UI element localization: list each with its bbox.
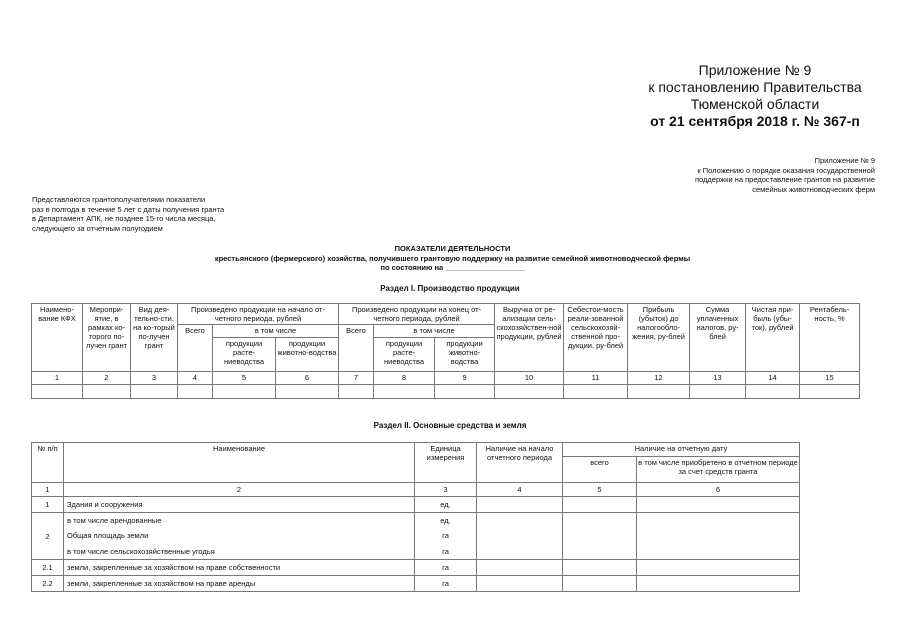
sub-line3: поддержки на предоставление грантов на развитие xyxy=(694,175,875,184)
row-name: Общая площадь земли xyxy=(64,528,415,544)
data-cell[interactable] xyxy=(563,513,637,560)
colnum: 7 xyxy=(339,372,374,385)
col-cost: Себестои-мость реали-зованной сельскохозяй-ственной про-дукции, ру-блей xyxy=(564,304,628,372)
sub-line1: Приложение № 9 xyxy=(814,156,875,165)
col-measure: Меропри-ятие, в рамках ко-торого по-лучен грант xyxy=(83,304,131,372)
col-profit-before-tax: Прибыль (убыток) до налогообло-жения, ру-блей xyxy=(628,304,690,372)
colnum: 6 xyxy=(637,483,800,497)
colnum: 11 xyxy=(564,372,628,385)
table-row xyxy=(32,497,800,513)
row-name: в том числе сельскохозяйственные угодья xyxy=(64,544,415,560)
appendix-ref: к постановлению Правительства xyxy=(648,79,862,95)
data-cell[interactable] xyxy=(637,576,800,592)
data-cell[interactable] xyxy=(690,385,746,399)
data-row xyxy=(32,385,860,399)
colnum: 6 xyxy=(276,372,339,385)
section2-title: Раздел II. Основные средства и земля xyxy=(373,421,527,430)
row-unit: га xyxy=(415,576,477,592)
colnum: 12 xyxy=(628,372,690,385)
row-num: 1 xyxy=(32,497,64,513)
table-row xyxy=(32,560,800,576)
assets-table xyxy=(31,442,800,592)
col-total: всего xyxy=(563,457,637,483)
data-cell[interactable] xyxy=(637,513,800,560)
table-row xyxy=(32,513,800,528)
title-line2: крестьянского (фермерского) хозяйства, получившего грантовую поддержку на развитие семейной животноводческой фермы xyxy=(214,253,691,263)
colnum: 1 xyxy=(32,372,83,385)
col-net-profit: Чистая при-быль (убы-ток), рублей xyxy=(746,304,800,372)
col-start-animal: продукции животно-водства xyxy=(276,338,339,372)
col-produced-start: Произведено продукции на начало от-четного периода, рублей xyxy=(178,304,339,325)
data-cell[interactable] xyxy=(178,385,213,399)
row-unit: га xyxy=(415,544,477,560)
data-cell[interactable] xyxy=(637,497,800,513)
data-cell[interactable] xyxy=(477,513,563,560)
col-start-total: Всего xyxy=(178,325,213,372)
colnum: 3 xyxy=(131,372,178,385)
colnum: 4 xyxy=(178,372,213,385)
data-cell[interactable] xyxy=(83,385,131,399)
col-start-plant: продукции расте-ниеводства xyxy=(213,338,276,372)
sub-line4: семейных животноводческих ферм xyxy=(752,184,875,194)
appendix-number: Приложение № 9 xyxy=(698,62,812,78)
data-cell[interactable] xyxy=(374,385,435,399)
row-name: Здания и сооружения xyxy=(64,497,415,513)
sub-line2: к Положению о порядке оказания государственной xyxy=(697,165,875,175)
colnum: 15 xyxy=(800,372,860,385)
col-end-group: Наличие на отчетную дату xyxy=(563,443,800,457)
data-cell[interactable] xyxy=(32,385,83,399)
data-cell[interactable] xyxy=(477,560,563,576)
colnum: 5 xyxy=(213,372,276,385)
col-activity: Вид дея-тельно-сти, на ко-торый по-лучен грант xyxy=(131,304,178,372)
col-end-incl: в том числе xyxy=(374,325,495,338)
appendix-subheader xyxy=(600,156,875,194)
data-cell[interactable] xyxy=(276,385,339,399)
col-farm-name: Наимено-вание КФХ xyxy=(32,304,83,372)
title-line1: ПОКАЗАТЕЛИ ДЕЯТЕЛЬНОСТИ xyxy=(394,244,511,253)
appendix-date: от 21 сентября 2018 г. № 367-п xyxy=(650,113,860,129)
col-revenue: Выручка от ре-ализации сель-скохозяйствен-ной продукции, рублей xyxy=(495,304,564,372)
data-cell[interactable] xyxy=(477,497,563,513)
col-profitability: Рентабель-ность, % xyxy=(800,304,860,372)
col-end-plant: продукции расте-ниеводства xyxy=(374,338,435,372)
data-cell[interactable] xyxy=(800,385,860,399)
colnum: 14 xyxy=(746,372,800,385)
col-grant: в том числе приобретено в отчетном периоде за счет средств гранта xyxy=(637,457,800,483)
row-num: 2.2 xyxy=(32,576,64,592)
col-end-total: Всего xyxy=(339,325,374,372)
submission-note xyxy=(32,195,292,233)
col-start-incl: в том числе xyxy=(213,325,339,338)
col-produced-end: Произведено продукции на конец от-четного периода, рублей xyxy=(339,304,495,325)
row-name: земли, закрепленные за хозяйством на праве собственности xyxy=(64,560,415,576)
colnum: 13 xyxy=(690,372,746,385)
row-num: 2 xyxy=(32,513,64,560)
data-cell[interactable] xyxy=(435,385,495,399)
data-cell[interactable] xyxy=(213,385,276,399)
note-line2: раз в полгода в течение 5 лет с даты получения гранта xyxy=(32,204,225,214)
production-table xyxy=(31,303,860,399)
col-unit: Единица измерения xyxy=(415,443,477,483)
col-name: Наименование xyxy=(64,443,415,483)
colnum: 9 xyxy=(435,372,495,385)
note-line3: в Департамент АПК, не позднее 15-го числа месяца, xyxy=(32,214,216,223)
col-start: Наличие на начало отчетного периода xyxy=(477,443,563,483)
colnum: 8 xyxy=(374,372,435,385)
data-cell[interactable] xyxy=(131,385,178,399)
data-cell[interactable] xyxy=(628,385,690,399)
row-unit: га xyxy=(415,560,477,576)
note-line4: следующего за отчетным полугодием xyxy=(32,223,163,233)
document-title xyxy=(100,244,805,273)
data-cell[interactable] xyxy=(563,497,637,513)
data-cell[interactable] xyxy=(477,576,563,592)
appendix-region: Тюменской области xyxy=(690,96,820,112)
data-cell[interactable] xyxy=(637,560,800,576)
col-num: № п/п xyxy=(32,443,64,483)
row-name: земли, закрепленные за хозяйством на праве аренды xyxy=(64,576,415,592)
column-numbers-row xyxy=(32,372,860,385)
data-cell[interactable] xyxy=(563,576,637,592)
data-cell[interactable] xyxy=(339,385,374,399)
colnum: 3 xyxy=(415,483,477,497)
colnum: 2 xyxy=(64,483,415,497)
colnum: 10 xyxy=(495,372,564,385)
col-taxes: Сумма уплаченных налогов, ру-блей xyxy=(690,304,746,372)
table-row xyxy=(32,576,800,592)
section1-title: Раздел I. Производство продукции xyxy=(380,284,520,293)
data-cell[interactable] xyxy=(495,385,564,399)
col-end-animal: продукции животно-водства xyxy=(435,338,495,372)
column-numbers-row xyxy=(32,483,800,497)
title-line3: по состоянию на ___________________ xyxy=(380,263,525,272)
colnum: 1 xyxy=(32,483,64,497)
colnum: 4 xyxy=(477,483,563,497)
colnum: 5 xyxy=(563,483,637,497)
appendix-header xyxy=(640,62,870,130)
data-cell[interactable] xyxy=(746,385,800,399)
data-cell[interactable] xyxy=(564,385,628,399)
colnum: 2 xyxy=(83,372,131,385)
note-line1: Представляются грантополучателями показатели xyxy=(32,195,206,204)
row-name: в том числе арендованные xyxy=(64,513,415,528)
row-unit: га xyxy=(415,528,477,544)
row-unit: ед. xyxy=(415,513,477,528)
row-unit: ед. xyxy=(415,497,477,513)
data-cell[interactable] xyxy=(563,560,637,576)
row-num: 2.1 xyxy=(32,560,64,576)
